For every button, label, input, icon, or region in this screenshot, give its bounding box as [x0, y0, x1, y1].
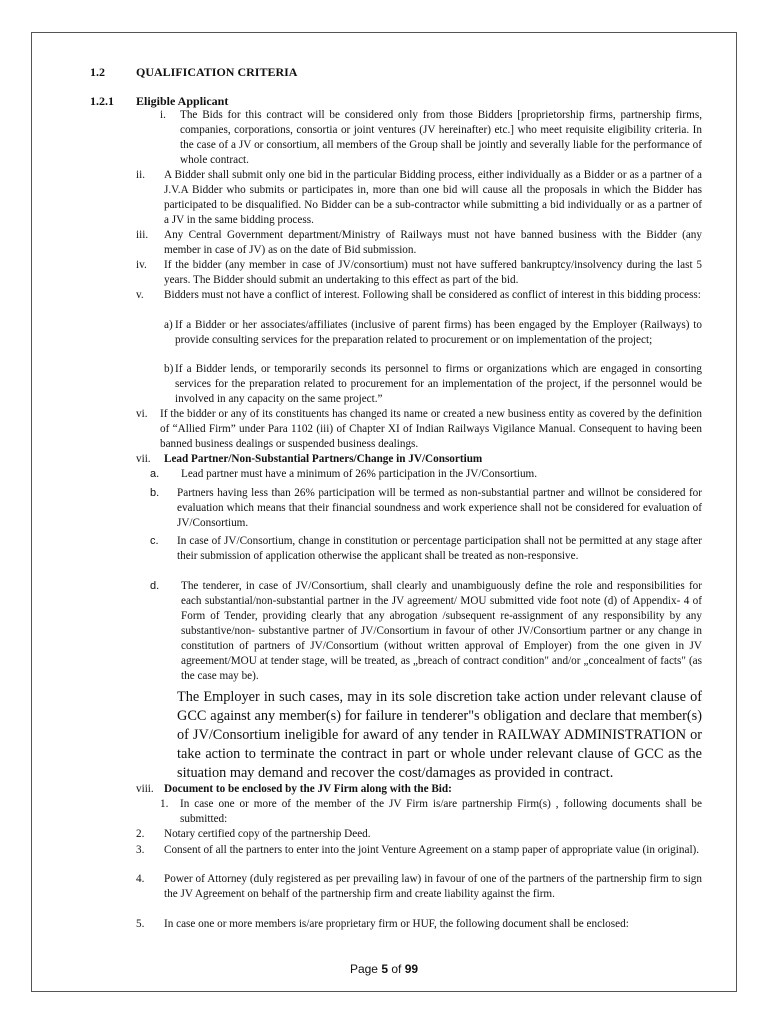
item-v-text: Bidders must not have a conflict of interest. Following shall be considered as conflict of interest in this bidding process:: [164, 289, 701, 301]
item-vii-d-marker: d.: [150, 580, 160, 592]
doc-item-1-text: In case one or more of the member of the JV Firm is/are partnership Firm(s) , following documents shall be submitted:: [180, 798, 702, 825]
item-viii-marker: viii.: [136, 783, 154, 795]
item-vii-a-text: Lead partner must have a minimum of 26% participation in the JV/Consortium.: [181, 468, 538, 480]
item-iii-text: Any Central Government department/Ministry of Railways must not have banned business with the Bidder (any member in case of JV) as on the date of Bid submission.: [164, 229, 702, 256]
footer-total-pages: 99: [404, 962, 419, 976]
doc-item-4-marker: 4.: [136, 873, 145, 885]
doc-item-2-marker: 2.: [136, 828, 145, 840]
item-vii-c-marker: c.: [150, 535, 159, 547]
page-footer: [0, 962, 768, 976]
item-iv-text: If the bidder (any member in case of JV/consortium) must not have suffered bankruptcy/insolvency during the last 5 years. The Bidder should submit an undertaking to this effect as part of the bid.: [164, 259, 702, 286]
item-v-a-text: If a Bidder or her associates/affiliates (inclusive of parent firms) has been engaged by the Employer (Railways) to provide consulting services for the preparation related to procurement or on implementation of the project;: [175, 319, 702, 346]
item-ii-text: A Bidder shall submit only one bid in the particular Bidding process, either individually as a Bidder or as a partner of a J.V.A Bidder who submits or participates in, more than one bid will cause all the proposals in which the Bidder has participated to be disqualified. No Bidder can be a sub-contractor while submitting a bid individually or as a partner of a JV in the same bidding process.: [164, 169, 702, 226]
doc-item-5-text: In case one or more members is/are proprietary firm or HUF, the following document shall be enclosed:: [164, 918, 629, 930]
item-vi-text: If the bidder or any of its constituents has changed its name or created a new business entity as covered by the definition of “Allied Firm” under Para 1102 (iii) of Chapter XI of Indian Railways Vigilance Manual. Consequent to having been banned business dealings or suspended business dealings.: [160, 408, 702, 450]
item-vii-c-text: In case of JV/Consortium, change in constitution or percentage participation shall not be permitted at any stage after their submission of application otherwise the applicant shall be treated as non-responsive.: [177, 535, 702, 562]
subsection-title: Eligible Applicant: [136, 94, 229, 108]
item-vii-b-text: Partners having less than 26% participation will be termed as non-substantial partner and willnot be considered for evaluation which means that their financial soundness and work experience shall not be considered for evaluation of JV/Consortium.: [177, 487, 702, 529]
subsection-number: 1.2.1: [90, 94, 114, 108]
footer-mid: of: [388, 962, 405, 976]
doc-item-3-marker: 3.: [136, 844, 145, 856]
item-iii-marker: iii.: [136, 229, 149, 241]
item-v-b-marker: b): [164, 363, 174, 375]
doc-item-1-marker: 1.: [160, 798, 169, 810]
item-i-marker: i.: [160, 109, 166, 121]
employer-action-text: The Employer in such cases, may in its sole discretion take action under relevant clause of GCC against any member(s) for failure in tenderer"s obligation and declare that member(s) of JV/Consortium ineligible for award of any tender in RAILWAY ADMINISTRATION or take action to terminate the contract in part or whole under relevant clause of GCC as the situation may demand and recover the cost/damages as provided in contract.: [177, 689, 702, 781]
item-v-a-marker: a): [164, 319, 173, 331]
item-vii-marker: vii.: [136, 453, 151, 465]
item-vi-marker: vi.: [136, 408, 148, 420]
item-viii-heading: Document to be enclosed by the JV Firm along with the Bid:: [164, 783, 452, 795]
section-number: 1.2: [90, 65, 105, 79]
item-v-b-text: If a Bidder lends, or temporarily seconds its personnel to firms or organizations which are engaged in consorting services for the preparation related to procurement for an implementation of the project, if the personnel would be involved in any capacity on the same project.”: [175, 363, 702, 405]
footer-prefix: Page: [349, 962, 382, 976]
doc-item-3-text: Consent of all the partners to enter into the joint Venture Agreement on a stamp paper of appropriate value (in original).: [164, 844, 700, 856]
item-vii-a-marker: a.: [150, 468, 160, 480]
doc-item-5-marker: 5.: [136, 918, 145, 930]
item-vii-d-text: The tenderer, in case of JV/Consortium, shall clearly and unambiguously define the role and responsibilities for each substantial/non-substantial partner in the JV agreement/ MOU submitted vide foot note (d) of Appendix- 4 of Form of Tender, providing clearly that any abrogation /subsequent re-assignment of any responsibility by any substantive/non- substantive partner of JV/Consortium in favour of other JV/Consortium partner or any change in constitution of partners of JV/Consortium (without written approval of Employer) from the one given in JV agreement/MOU at tender stage, will be treated, as „breach of contract condition" and/or „concealment of facts" (as the case may be).: [181, 580, 702, 682]
item-v-marker: v.: [136, 289, 144, 301]
section-title: QUALIFICATION CRITERIA: [136, 65, 298, 79]
doc-item-2-text: Notary certified copy of the partnership Deed.: [164, 828, 371, 840]
item-ii-marker: ii.: [136, 169, 146, 181]
item-iv-marker: iv.: [136, 259, 147, 271]
item-vii-heading: Lead Partner/Non-Substantial Partners/Change in JV/Consortium: [164, 453, 483, 465]
item-i-text: The Bids for this contract will be considered only from those Bidders [proprietorship firms, partnership firms, companies, corporations, consortia or joint ventures (JV hereinafter) etc.] who meet requisite eligibility criteria. In the case of a JV or consortium, all members of the Group shall be jointly and severally liable for the performance of whole contract.: [180, 109, 702, 166]
footer-page-number: 5: [381, 962, 388, 976]
item-vii-b-marker: b.: [150, 487, 160, 499]
doc-item-4-text: Power of Attorney (duly registered as per prevailing law) in favour of one of the partners of the partnership firm to sign the JV Agreement on behalf of the partnership firm and create liability against the firm.: [164, 873, 702, 900]
